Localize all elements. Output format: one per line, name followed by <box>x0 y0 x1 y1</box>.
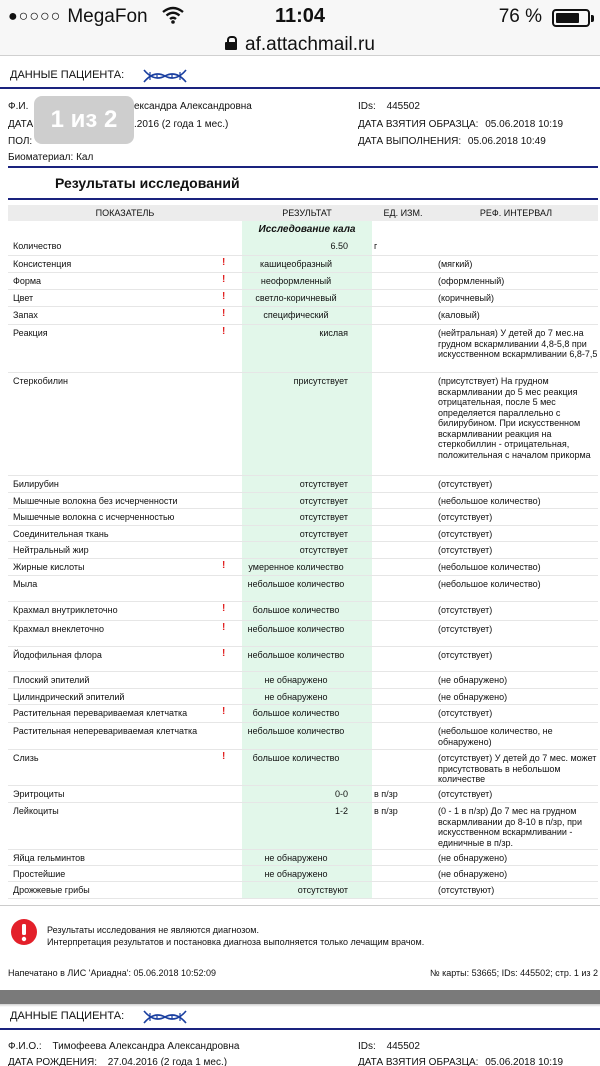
row-indicator: Консистенция <box>13 259 72 269</box>
printed-timestamp: Напечатано в ЛИС 'Ариадна': 05.06.2018 10:52:09 <box>8 968 217 978</box>
row-indicator: Количество <box>13 241 62 251</box>
clock: 11:04 <box>274 5 326 27</box>
row-indicator: Нейтральный жир <box>13 545 89 555</box>
header-unit: ЕД. ИЗМ. <box>383 208 423 218</box>
row-ref: (отсутствует) <box>438 624 493 634</box>
dob-label: ДАТА РОЖДЕНИЯ: <box>8 1057 97 1066</box>
row-ref: (мягкий) <box>438 259 473 269</box>
divider <box>8 198 598 200</box>
row-ref: (отсутствует) <box>438 789 493 799</box>
row-flag: ! <box>222 648 226 659</box>
row-unit: в п/зр <box>374 789 398 799</box>
row-indicator: Слизь <box>13 753 39 763</box>
row-result: 1-2 <box>334 806 348 816</box>
sample-date-row <box>358 119 563 130</box>
row-ref: (небольшое количество) <box>438 579 541 589</box>
row-indicator: Крахмал внутриклеточно <box>13 605 118 615</box>
row-result: небольшое количество <box>247 650 345 660</box>
table-row <box>8 866 598 882</box>
table-row <box>8 493 598 509</box>
row-result: большое количество <box>252 753 340 763</box>
fio-label: Ф.И.О.: <box>8 1041 42 1052</box>
row-indicator: Реакция <box>13 328 48 338</box>
fio-row-page-2 <box>8 1041 239 1052</box>
table-row <box>8 705 598 723</box>
row-flag: ! <box>222 308 226 319</box>
sex-label: ПОЛ: <box>8 136 33 147</box>
row-ref: (не обнаружено) <box>438 853 508 863</box>
table-row <box>8 476 598 493</box>
fio-value: Тимофеева Александра Александровна <box>52 1041 240 1052</box>
alert-icon <box>10 918 38 946</box>
row-ref: (0 - 1 в п/зр) До 7 мес на грудном вскармливании до 8-10 в п/зр, при искусственном вскармливании - единичные в п/зр. <box>438 806 582 848</box>
table-row <box>8 621 598 647</box>
row-ref: (коричневый) <box>438 293 495 303</box>
row-indicator: Простейшие <box>13 869 66 879</box>
row-indicator: Мышечные волокна с исчерченностью <box>13 512 175 522</box>
row-indicator: Стеркобилин <box>13 376 69 386</box>
row-indicator: Яйца гельминтов <box>13 853 85 863</box>
dob-value: .2016 (2 года 1 мес.) <box>134 119 229 130</box>
table-row <box>8 273 598 290</box>
row-result: отсутствуют <box>297 885 348 895</box>
table-row <box>8 373 598 476</box>
dob-row-page-2 <box>8 1057 227 1066</box>
row-result: отсутствует <box>299 496 348 506</box>
table-row <box>8 526 598 542</box>
row-result: не обнаружено <box>264 869 328 879</box>
row-result: небольшое количество <box>247 624 345 634</box>
biomaterial-row <box>8 152 93 163</box>
table-row <box>8 325 598 373</box>
row-result: большое количество <box>252 605 340 615</box>
row-indicator: Запах <box>13 310 38 320</box>
row-ref: (отсутствует) <box>438 545 493 555</box>
carrier-name: MegaFon <box>67 6 148 27</box>
row-indicator: Лейкоциты <box>13 806 59 816</box>
battery-icon <box>552 9 590 27</box>
lock-icon <box>225 36 237 50</box>
row-indicator: Растительная перевариваемая клетчатка <box>13 708 188 718</box>
row-indicator: Растительная неперевариваемая клетчатка <box>13 726 198 736</box>
row-result: небольшое количество <box>247 579 345 589</box>
address-bar[interactable] <box>0 34 600 56</box>
table-row <box>8 750 598 786</box>
row-unit: г <box>374 241 378 251</box>
row-indicator: Форма <box>13 276 42 286</box>
disclaimer-line-2: Интерпретация результатов и постановка диагноза выполняется только лечащим врачом. <box>47 937 425 947</box>
row-indicator: Билирубин <box>13 479 59 489</box>
row-result: кашицеобразный <box>259 259 333 269</box>
row-indicator: Соединительная ткань <box>13 529 109 539</box>
row-result: не обнаружено <box>264 675 328 685</box>
url-text: af.attachmail.ru <box>245 34 375 55</box>
row-indicator: Цвет <box>13 293 34 303</box>
battery-level <box>556 13 579 23</box>
table-row <box>8 290 598 307</box>
row-result: светло-коричневый <box>255 293 337 303</box>
battery-percent: 76 % <box>498 6 542 27</box>
results-title: Результаты исследований <box>55 175 240 191</box>
disclaimer-line-1: Результаты исследования не являются диагнозом. <box>47 925 259 935</box>
biomaterial-value: Кал <box>76 152 94 163</box>
ids-value: 445502 <box>386 101 420 112</box>
disclaimer <box>0 905 600 956</box>
row-result: небольшое количество <box>247 726 345 736</box>
row-ref: (оформленный) <box>438 276 505 286</box>
ids-value: 445502 <box>386 1041 420 1052</box>
dna-logo-icon <box>142 66 188 86</box>
table-row <box>8 882 598 899</box>
status-bar <box>0 0 600 34</box>
row-result: присутствует <box>293 376 348 386</box>
table-row <box>8 723 598 750</box>
signal-strength-icon: ●○○○○ <box>8 8 62 25</box>
patient-header-label: ДАННЫЕ ПАЦИЕНТА: <box>10 69 125 81</box>
row-ref: (отсутствует) <box>438 529 493 539</box>
done-date-value: 05.06.2018 10:49 <box>467 136 546 147</box>
row-ref: (небольшое количество) <box>438 496 541 506</box>
ids-label: IDs: <box>358 1041 376 1052</box>
header-indicator: ПОКАЗАТЕЛЬ <box>95 208 155 218</box>
done-date-label: ДАТА ВЫПОЛНЕНИЯ: <box>358 136 462 147</box>
dob-label: ДАТА <box>8 119 34 130</box>
ids-row <box>358 101 420 112</box>
ids-label: IDs: <box>358 101 376 112</box>
group-title: Исследование кала <box>258 224 356 235</box>
sample-date-value: 05.06.2018 10:19 <box>485 1057 564 1066</box>
row-result: отсутствует <box>299 529 348 539</box>
biomaterial-label: Биоматериал: <box>8 152 74 163</box>
row-ref: (отсутствует) <box>438 708 493 718</box>
row-flag: ! <box>222 560 226 571</box>
table-row <box>8 542 598 559</box>
row-ref: (каловый) <box>438 310 480 320</box>
row-result: большое количество <box>252 708 340 718</box>
row-result: неоформленный <box>260 276 332 286</box>
sample-date-value: 05.06.2018 10:19 <box>485 119 564 130</box>
row-ref: (не обнаружено) <box>438 869 508 879</box>
page-counter-overlay: 1 из 2 <box>34 96 134 144</box>
table-row <box>8 672 598 689</box>
row-flag: ! <box>222 257 226 268</box>
dob-value: 27.04.2016 (2 года 1 мес.) <box>107 1057 228 1066</box>
patient-header-page-2 <box>0 1004 600 1030</box>
row-ref: (отсутствуют) <box>438 885 495 895</box>
row-indicator: Йодофильная флора <box>13 650 102 660</box>
row-ref: (отсутствует) <box>438 479 493 489</box>
row-flag: ! <box>222 622 226 633</box>
row-flag: ! <box>222 326 226 337</box>
row-result: отсутствует <box>299 545 348 555</box>
table-row <box>8 307 598 325</box>
table-header <box>8 205 598 221</box>
row-flag: ! <box>222 291 226 302</box>
table-row <box>8 559 598 576</box>
card-info: № карты: 53665; IDs: 445502; стр. 1 из 2 <box>429 968 598 978</box>
table-row <box>8 786 598 803</box>
row-flag: ! <box>222 274 226 285</box>
row-flag: ! <box>222 706 226 717</box>
row-ref: (небольшое количество, не обнаружено) <box>438 726 553 747</box>
table-row <box>8 256 598 273</box>
row-result: не обнаружено <box>264 692 328 702</box>
row-result: умеренное количество <box>248 562 344 572</box>
sample-date-label: ДАТА ВЗЯТИЯ ОБРАЗЦА: <box>358 119 479 130</box>
row-indicator: Крахмал внеклеточно <box>13 624 104 634</box>
disclaimer-text <box>47 924 424 948</box>
row-ref: (присутствует) На грудном вскармливании до 5 мес реакция отрицательная, после 5 мес определяется параллельно с билирубином. При искусственном вскармливании реакция на стеркобиллин - отрицательная, положительная с началом прикорма <box>438 376 591 460</box>
row-flag: ! <box>222 603 226 614</box>
row-indicator: Жирные кислоты <box>13 562 85 572</box>
patient-header <box>0 63 600 89</box>
row-ref: (не обнаружено) <box>438 675 508 685</box>
row-indicator: Дрожжевые грибы <box>13 885 90 895</box>
row-flag: ! <box>222 751 226 762</box>
row-unit: в п/зр <box>374 806 398 816</box>
table-row <box>8 803 598 850</box>
done-date-row <box>358 136 546 147</box>
table-row <box>8 576 598 602</box>
row-ref: (небольшое количество) <box>438 562 541 572</box>
row-ref: (не обнаружено) <box>438 692 508 702</box>
row-result: отсутствует <box>299 479 348 489</box>
row-indicator: Мыла <box>13 579 38 589</box>
page-separator <box>0 990 600 1004</box>
row-ref: (отсутствует) <box>438 512 493 522</box>
dna-logo-icon <box>142 1007 188 1027</box>
row-result: кислая <box>319 328 348 338</box>
table-row <box>8 689 598 705</box>
fio-label: Ф.И. <box>8 101 29 112</box>
table-row <box>8 850 598 866</box>
row-ref: (отсутствует) У детей до 7 мес. может присутствовать в небольшом количестве <box>438 753 597 784</box>
ids-row-page-2 <box>358 1041 420 1052</box>
row-indicator: Цилиндрический эпителий <box>13 692 125 702</box>
fio-row <box>8 101 28 112</box>
row-result: 6.50 <box>330 241 348 251</box>
table-row <box>8 602 598 621</box>
row-ref: (отсутствует) <box>438 605 493 615</box>
table-row <box>8 509 598 526</box>
row-result: специфический <box>263 310 329 320</box>
patient-header-label: ДАННЫЕ ПАЦИЕНТА: <box>10 1010 125 1022</box>
divider <box>8 166 598 168</box>
row-indicator: Мышечные волокна без исчерченности <box>13 496 178 506</box>
header-ref: РЕФ. ИНТЕРВАЛ <box>479 208 553 218</box>
sample-date-label: ДАТА ВЗЯТИЯ ОБРАЗЦА: <box>358 1057 479 1066</box>
row-indicator: Эритроциты <box>13 789 65 799</box>
table-row <box>8 647 598 672</box>
row-ref: (отсутствует) <box>438 650 493 660</box>
sample-date-row-page-2 <box>358 1057 563 1066</box>
header-result: РЕЗУЛЬТАТ <box>282 208 332 218</box>
row-result: 0-0 <box>334 789 348 799</box>
row-result: отсутствует <box>299 512 348 522</box>
table-row <box>8 238 598 256</box>
row-result: не обнаружено <box>264 853 328 863</box>
fio-value: ександра Александровна <box>134 101 252 112</box>
row-indicator: Плоский эпителий <box>13 675 90 685</box>
row-ref: (нейтральная) У детей до 7 мес.на грудном вскармливании 4,8-5,8 при искусственном вскармливании 6,8-7,5 <box>438 328 598 359</box>
